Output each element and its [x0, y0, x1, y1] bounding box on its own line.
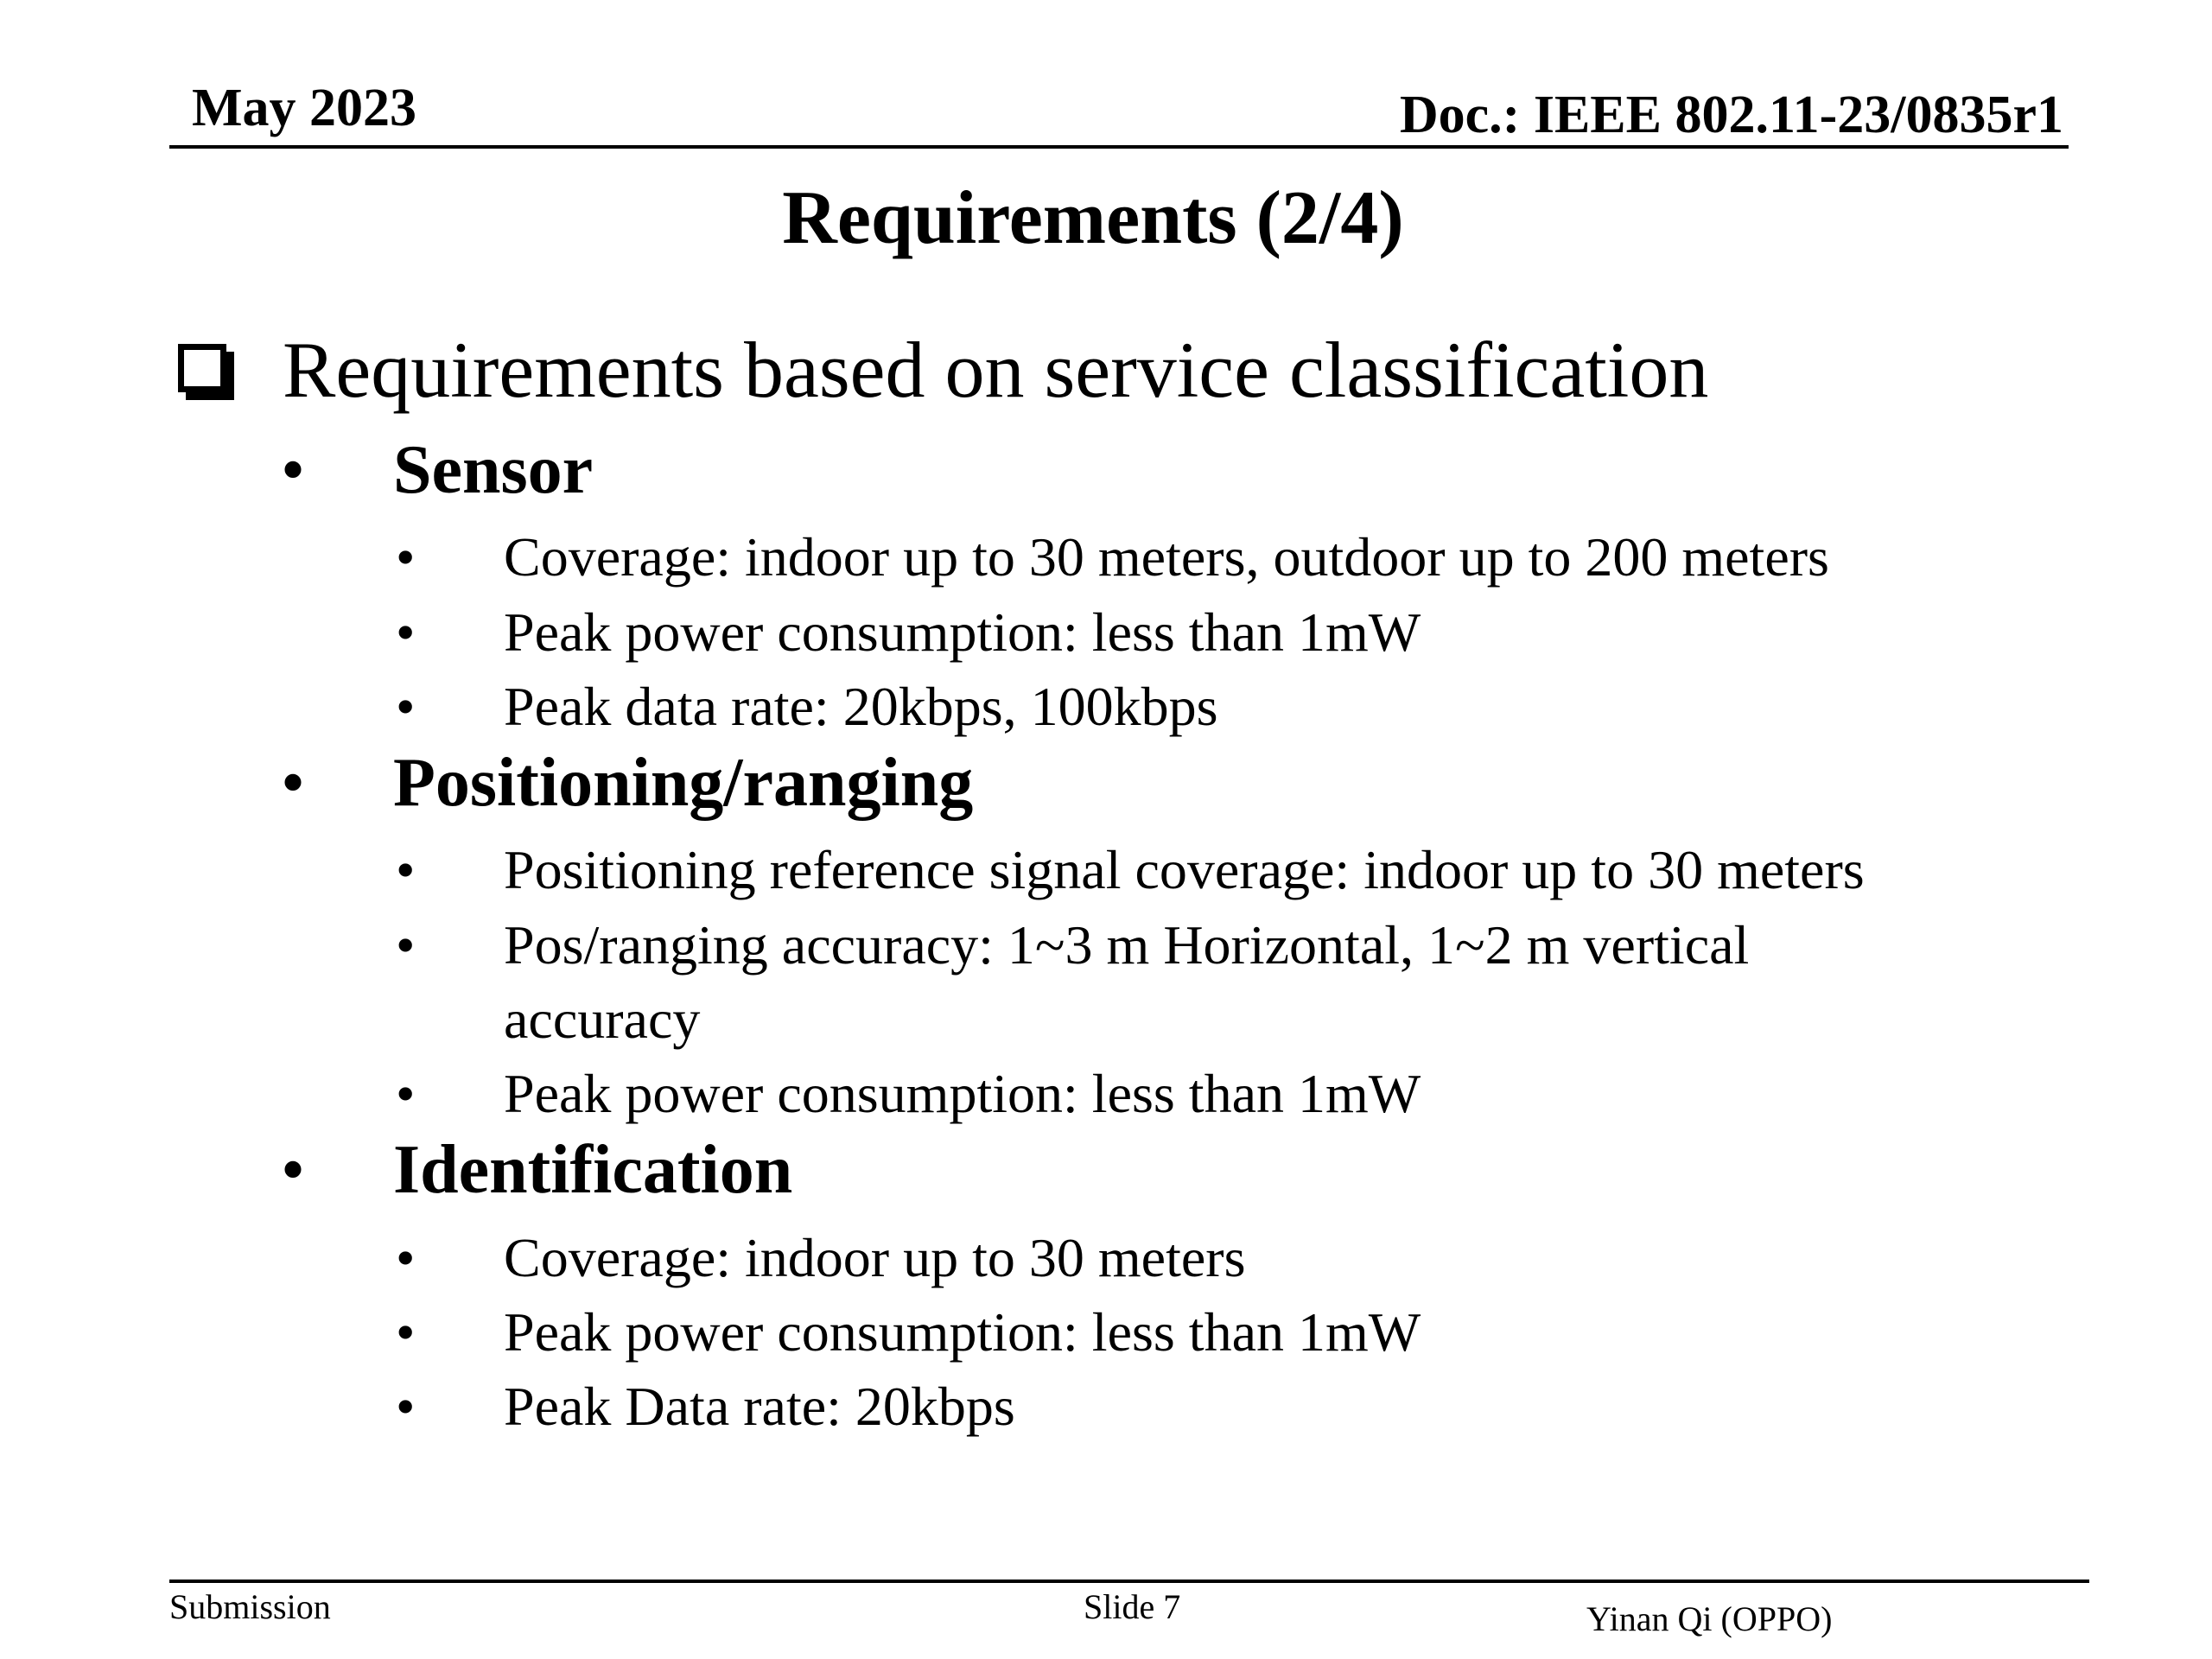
- bullet-icon: •: [396, 601, 416, 663]
- section-heading-label: Identification: [393, 1132, 793, 1208]
- bullet-icon: •: [396, 1301, 416, 1363]
- main-point: Requirements based on service classification: [283, 326, 1709, 414]
- slide-title: Requirements (2/4): [782, 176, 1404, 260]
- section-heading-label: Sensor: [393, 432, 594, 508]
- list-item-text: Peak power consumption: less than 1mW: [504, 601, 1421, 663]
- list-item-text: Coverage: indoor up to 30 meters, outdoor up to 200 meters: [504, 526, 1829, 588]
- bullet-icon: •: [396, 526, 416, 588]
- header-date: May 2023: [192, 79, 417, 137]
- footer-slide-number: Slide 7: [1084, 1587, 1181, 1626]
- list-item-text: Pos/ranging accuracy: 1~3 m Horizontal, 1~2 m vertical: [504, 914, 1750, 976]
- header-divider: [169, 145, 2069, 149]
- list-item-text: Positioning reference signal coverage: indoor up to 30 meters: [504, 839, 1865, 900]
- list-item-text: Peak power consumption: less than 1mW: [504, 1063, 1421, 1124]
- list-item-text: Peak data rate: 20kbps, 100kbps: [504, 676, 1218, 737]
- list-item-text: Peak Data rate: 20kbps: [504, 1376, 1015, 1437]
- bullet-icon: •: [396, 914, 416, 976]
- checkbox-bullet-icon: [178, 344, 226, 392]
- list-item-text: accuracy: [504, 988, 701, 1050]
- bullet-icon: •: [396, 839, 416, 900]
- header-doc-id: Doc.: IEEE 802.11-23/0835r1: [1399, 86, 2063, 144]
- list-item-text: Peak power consumption: less than 1mW: [504, 1301, 1421, 1363]
- bullet-icon: •: [281, 432, 306, 508]
- bullet-icon: •: [396, 1227, 416, 1288]
- bullet-icon: •: [396, 1376, 416, 1437]
- section-heading-label: Positioning/ranging: [393, 745, 974, 821]
- bullet-icon: •: [281, 1132, 306, 1208]
- bullet-icon: •: [281, 745, 306, 821]
- bullet-icon: •: [396, 1063, 416, 1124]
- footer-author: Yinan Qi (OPPO): [1586, 1599, 1833, 1638]
- list-item-text: Coverage: indoor up to 30 meters: [504, 1227, 1246, 1288]
- bullet-icon: •: [396, 676, 416, 737]
- footer-divider: [169, 1580, 2089, 1583]
- footer-submission: Submission: [169, 1587, 331, 1626]
